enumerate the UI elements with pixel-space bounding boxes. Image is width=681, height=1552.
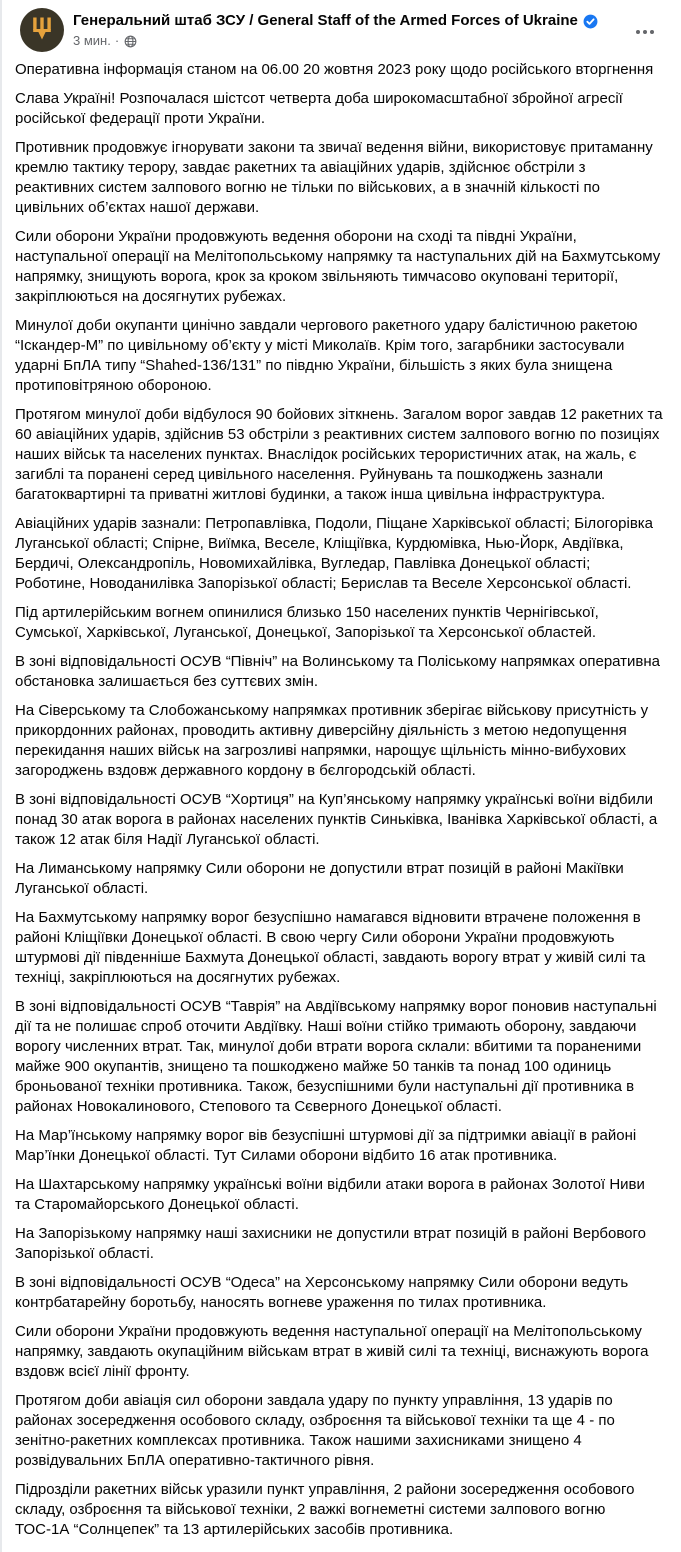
post-paragraph: Авіаційних ударів зазнали: Петропавлівка, Подоли, Піщане Харківської області; Білогорівка Луганської області; Спірне, Виїмка, Веселе, Кліщіївка, Курдюмівка, Нью-Йорк, Авдіївка, Бердичі, Олександропіль, Новомихайлівка, Вугледар, Павлівка Донецької області; Роботине, Новоданилівка Запорізької області; Берислав та Веселе Херсонської області. — [15, 515, 654, 592]
post-paragraph: В зоні відповідальності ОСУВ “Хортиця” на Куп’янському напрямку українські воїни відбили понад 30 атак ворога в районах населених пунктів Синьківка, Іванівка Харківської області, а також 12 атак біля Надії Луганської області. — [15, 791, 658, 848]
page-avatar[interactable] — [20, 8, 64, 52]
page-name[interactable]: Генеральний штаб ЗСУ / General Staff of the Armed Forces of Ukraine — [73, 12, 578, 29]
post-paragraph: Під артилерійським вогнем опинилися близько 150 населених пунктів Чернігівської, Сумської, Харківської, Луганської, Донецької, Запорізької та Херсонської областей. — [15, 604, 599, 641]
globe-icon — [124, 35, 137, 48]
post-paragraph: Оперативна інформація станом на 06.00 20 жовтня 2023 року щодо російського вторгнення — [15, 61, 654, 78]
post-paragraph: Минулої доби окупанти цинічно завдали чергового ракетного удару балістичною ракетою “Іскандер-М” по цивільному об’єкту у місті Миколаїв. Крім того, загарбники застосували ударні БпЛА типу “Shahed-136/131” по півдню України, більшість з яких була знищена протиповітряною обороною. — [15, 317, 638, 394]
more-options-icon — [636, 30, 640, 34]
post-paragraph: На Лиманському напрямку Сили оборони не допустили втрат позицій в районі Макіївки Луганської області. — [15, 860, 624, 897]
verified-badge-icon — [583, 14, 598, 29]
timestamp[interactable]: 3 мин. — [73, 33, 111, 48]
post-paragraph: Сили оборони України продовжують ведення наступальної операції на Мелітопольському напрямку, завдають окупаційним військам втрат в живій силі та техніці, виснажують ворога вздовж всієї лінії фронту. — [15, 1323, 649, 1380]
more-options-icon — [650, 30, 654, 34]
post-paragraph: На Мар’їнському напрямку ворог вів безуспішні штурмові дії за підтримки авіації в районі Мар’їнки Донецької області. Тут Силами оборони відбито 16 атак противника. — [15, 1127, 637, 1164]
header-info — [73, 8, 629, 49]
post-header — [2, 0, 681, 58]
post-paragraph: Протягом минулої доби відбулося 90 бойових зіткнень. Загалом ворог завдав 12 ракетних та 60 авіаційних ударів, здійснив 53 обстріли з реактивних систем залпового вогню по позиціях наших військ та населених пунктах. Внаслідок російських терористичних атак, на жаль, є загиблі та поранені серед цивільного населення. Руйнувань та пошкоджень зазнали багатоквартирні та приватні житлові будинки, а також інша цивільна інфраструктура. — [15, 406, 663, 503]
post-paragraph: Підрозділи ракетних військ уразили пункт управління, 2 райони зосередження особового складу, озброєння та військової техніки, 2 важкі вогнеметні системи залпового вогню ТОС-1А “Солнцепек” та 13 артилерійських засобів противника. — [15, 1481, 635, 1538]
post-paragraph: Противник продовжує ігнорувати закони та звичаї ведення війни, використовує притаманну кремлю тактику терору, завдає ракетних та авіаційних ударів, здійснює обстріли з реактивних систем залпового вогню не тільки по військових, а в значній кількості по цивільних об’єктах нашої держави. — [15, 139, 653, 216]
more-options-button[interactable] — [629, 16, 661, 48]
page-name-row — [73, 11, 629, 31]
more-options-icon — [643, 30, 647, 34]
meta-separator: · — [114, 33, 120, 48]
post-paragraph: На Бахмутському напрямку ворог безуспішно намагався відновити втрачене положення в районі Кліщіївки Донецької області. В свою чергу Сили оборони України продовжують штурмові дії південніше Бахмута Донецької області, завдають ворогу втрат у живій силі та техніці, закріплюються на досягнутих рубежах. — [15, 909, 646, 986]
post-paragraph: В зоні відповідальності ОСУВ “Таврія” на Авдіївському напрямку ворог поновив наступальні дії та не полишає спроб оточити Авдіївку. Наші воїни стійко тримають оборону, завдаючи ворогу численних втрат. Так, минулої доби втрати ворога склали: вбитими та пораненими майже 900 окупантів, знищено та пошкоджено майже 50 танків та понад 100 одиниць броньованої техніки противника. Також, безуспішними були наступальні дії противника в районах Новокалинового, Степового та Сєверного Донецької області. — [15, 998, 657, 1115]
post-paragraph: В зоні відповідальності ОСУВ “Північ” на Волинському та Поліському напрямках оперативна обстановка залишається без суттєвих змін. — [15, 653, 661, 690]
post-paragraph: На Сіверському та Слобожанському напрямках противник зберігає військову присутність у прикордонних районах, проводить активну диверсійну діяльність з метою недопущення перекидання наших військ на загрозливі напрямки, нарощує щільність мінно-вибухових загороджень вздовж державного кордону в бєлгородській області. — [15, 702, 649, 779]
post-paragraph: В зоні відповідальності ОСУВ “Одеса” на Херсонському напрямку Сили оборони ведуть контрбатарейну боротьбу, наносять вогневе ураження по тилах противника. — [15, 1274, 629, 1311]
post-paragraph: Протягом доби авіація сил оборони завдала удару по пункту управління, 13 ударів по районах зосередження особового складу, озброєння та військової техніки та ще 4 - по зенітно-ракетних комплексах противника. Також нашими захисниками знищено 4 розвідувальних БпЛА оперативно-тактичного рівня. — [15, 1392, 615, 1469]
post-paragraph: На Запорізькому напрямку наші захисники не допустили втрат позицій в районі Вербового Запорізької області. — [15, 1225, 646, 1262]
trident-icon — [30, 16, 54, 44]
post-paragraph: Слава Україні! Розпочалася шістсот четверта доба широкомасштабної збройної агресії російської федерації проти України. — [15, 90, 623, 127]
post-paragraph: На Шахтарському напрямку українські воїни відбили атаки ворога в районах Золотої Ниви та Старомайорського Донецької області. — [15, 1176, 645, 1213]
post-meta — [73, 33, 629, 49]
post-content — [2, 58, 681, 1552]
post-paragraph: Сили оборони України продовжують ведення оборони на сході та півдні України, наступальної операції на Мелітопольському напрямку та наступальних дій на Бахмутському напрямку, знищують ворога, крок за кроком звільняють тимчасово окуповані території, закріплюються на досягнутих рубежах. — [15, 228, 661, 305]
